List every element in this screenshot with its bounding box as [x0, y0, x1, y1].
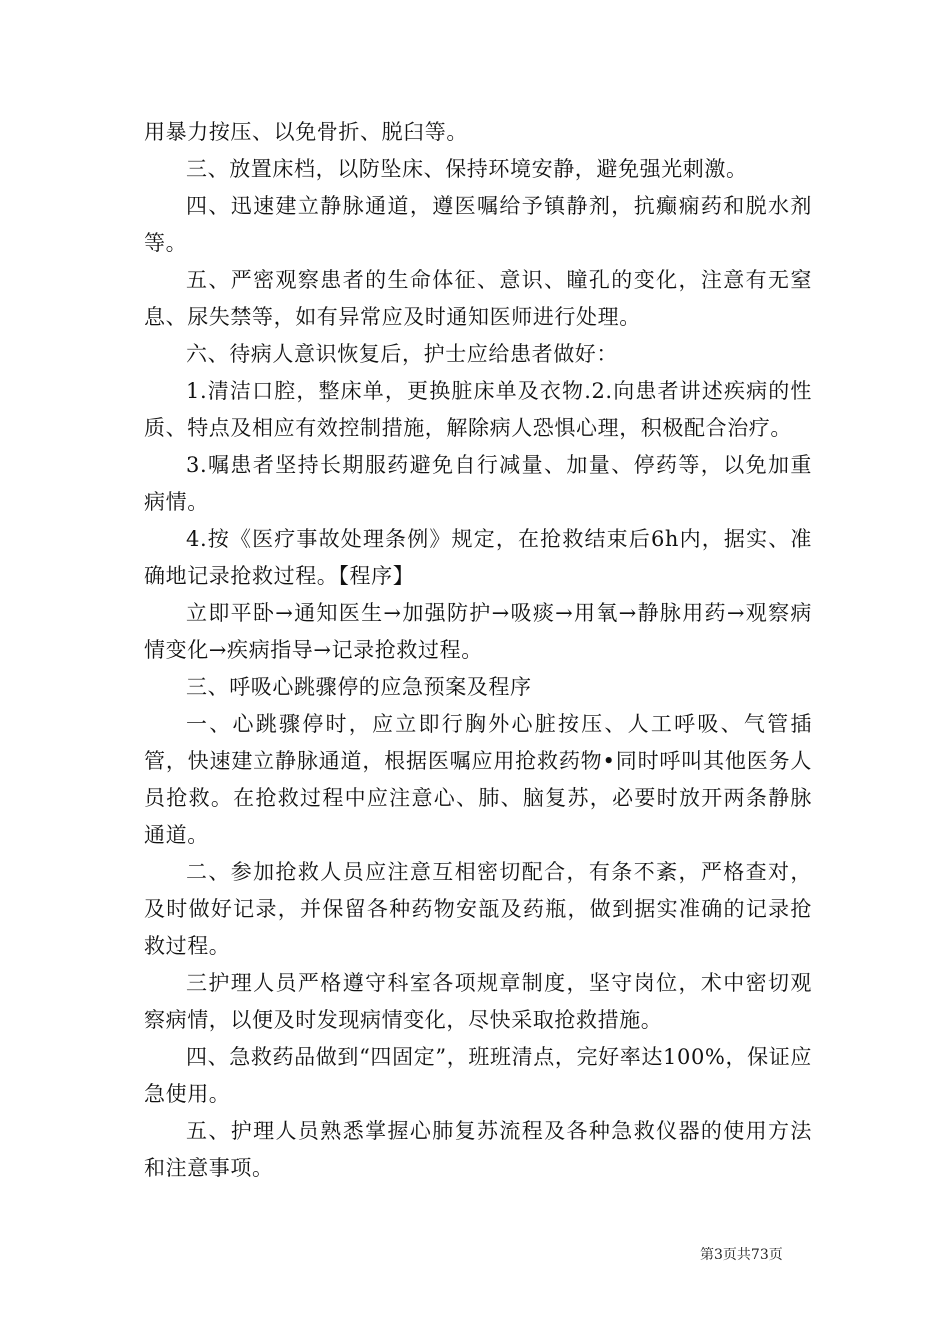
paragraph-2: 三、放置床档，以防坠床、保持环境安静，避免强光刺激。 [186, 157, 748, 181]
paragraph-14: 四、急救药品做到“四固定”，班班清点，完好率达100%，保证应急使用。 [144, 1045, 812, 1106]
paragraph-13: 三护理人员严格遵守科室各项规章制度，坚守岗位，术中密切观察病情，以便及时发现病情变化，尽快采取抢救措施。 [144, 971, 812, 1032]
paragraph-9: 立即平卧→通知医生→加强防护→吸痰→用氧→静脉用药→观察病情变化→疾病指导→记录抢救过程。 [144, 601, 812, 662]
paragraph-5: 六、待病人意识恢复后，护士应给患者做好： [186, 342, 618, 366]
paragraph-8: 4.按《医疗事故处理条例》规定，在抢救结束后6h内，据实、准确地记录抢救过程。【程序】 [144, 527, 812, 588]
section-heading: 三、呼吸心跳骤停的应急预案及程序 [186, 675, 532, 699]
paragraph-15: 五、护理人员熟悉掌握心肺复苏流程及各种急救仪器的使用方法和注意事项。 [144, 1119, 812, 1180]
paragraph-12: 二、参加抢救人员应注意互相密切配合，有条不紊，严格查对，及时做好记录，并保留各种药物安瓿及药瓶，做到据实准确的记录抢救过程。 [144, 860, 812, 958]
paragraph-7: 3.嘱患者坚持长期服药避免自行减量、加量、停药等，以免加重病情。 [144, 453, 812, 514]
paragraph-6: 1.清洁口腔，整床单，更换脏床单及衣物.2.向患者讲述疾病的性质、特点及相应有效控制措施，解除病人恐惧心理，积极配合治疗。 [144, 379, 812, 440]
paragraph-4: 五、严密观察患者的生命体征、意识、瞳孔的变化，注意有无窒息、尿失禁等，如有异常应及时通知医师进行处理。 [144, 268, 812, 329]
document-body [144, 114, 812, 1187]
paragraph-1: 用暴力按压、以免骨折、脱臼等。 [144, 120, 468, 144]
page-number: 第3页共73页 [700, 1247, 783, 1263]
paragraph-3: 四、迅速建立静脉通道，遵医嘱给予镇静剂，抗癫痫药和脱水剂等。 [144, 194, 812, 255]
paragraph-11: 一、心跳骤停时，应立即行胸外心脏按压、人工呼吸、气管插管，快速建立静脉通道，根据医嘱应用抢救药物•同时呼叫其他医务人员抢救。在抢救过程中应注意心、肺、脑复苏，必要时放开两条静脉通道。 [144, 712, 812, 847]
